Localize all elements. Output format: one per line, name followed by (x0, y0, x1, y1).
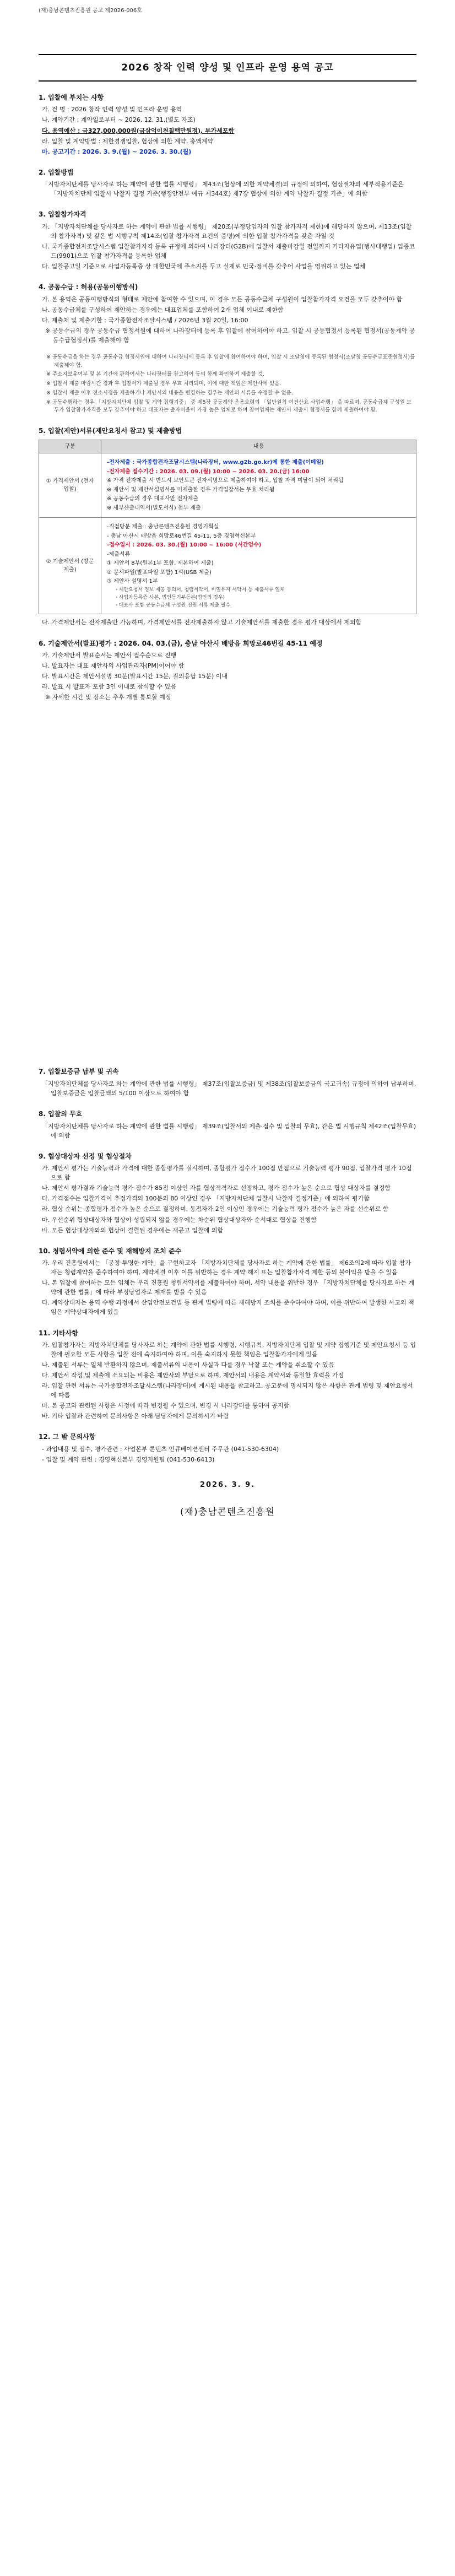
cell-line: -전자제출 접수기간 : 2026. 03. 09.(월) 10:00 ~ 2026. 03. 20.(금) 16:00 (107, 468, 310, 475)
section-bidding-items (39, 93, 416, 156)
section-title: 2. 입찰방법 (39, 168, 74, 176)
section-title: 12. 그 밖 문의사항 (39, 1433, 96, 1441)
table-header: 구분 (39, 440, 101, 453)
note: ※ 입찰서 제출 마감시간 경과 후 입찰서가 제출될 경우 무효 처리되며, 이에 대한 책임은 제안사에 있음. (46, 381, 281, 387)
table-row (39, 453, 416, 518)
section-submission (39, 426, 416, 627)
list-item: 다. 가격점수는 입찰가격이 추정가격의 100분의 80 이상인 경우 「지방자치단체 입찰시 낙찰자 결정기준」에 의하여 평가함 (42, 1195, 370, 1203)
notice-date: 2026. 3. 9. (199, 1481, 256, 1490)
list-item: 바. 모든 협상대상자와의 협상이 결렬된 경우에는 재공고 입찰에 의함 (42, 1226, 223, 1234)
list-item: 나. 발표자는 대표 제안사의 사업관리자(PM)이어야 함 (42, 662, 185, 670)
note: ※ 자세한 시간 및 장소는 추후 개별 통보할 예정 (45, 694, 171, 701)
cell-line: -제출서류 (107, 551, 131, 558)
list-item: 가. 기술제안서 발표순서는 제안서 접수순으로 진행 (42, 652, 177, 659)
cell-line: ※ 제안서 및 제안서설명서를 미제출한 경우 가격입찰서는 무효 처리됨 (107, 486, 275, 493)
list-item: 라. 협상 순위는 종합평가 점수가 높은 순으로 결정하며, 동점자가 2인 이상인 경우에는 기술능력 평가 점수가 높은 자를 선순위로 함 (42, 1205, 389, 1213)
section-title: 11. 기타사항 (39, 1329, 78, 1337)
paragraph: 「지방자치단체를 당사자로 하는 계약에 관한 법률 시행령」 제37조(입찰보증금) 및 제38조(입찰보증금의 국고귀속) 규정에 의하여 납부하며, 입찰보증금은 입찰금액의 5/100 이상으로 하여야 함 (42, 1080, 416, 1097)
contact-line: - 입찰 및 계약 관련 : 경영혁신본부 경영지원팀 (041-530-6413) (42, 1456, 215, 1464)
document-number: (재)충남콘텐츠진흥원 공고 제2026-006호 (39, 8, 142, 14)
notes-block (39, 354, 416, 415)
list-item: 마. 우선순위 협상대상자와 협상이 성립되지 않을 경우에는 차순위 협상대상자와 순서대로 협상을 진행함 (42, 1216, 317, 1224)
list-item: 나. 제안서 평가결과 기술능력 평가 점수가 85점 이상인 자를 협상적격자로 선정하고, 평가 점수가 높은 순으로 협상 대상자를 결정함 (42, 1184, 391, 1192)
list-item: 마. 공고기간 : 2026. 3. 9.(월) ~ 2026. 3. 30.(월) (42, 148, 192, 155)
cell-small-line: · 사업자등록증 사본, 법인등기부등본(법인의 경우) (116, 594, 225, 600)
note: ※ 입찰서 제출 이후 전소시정을 제출하거나 제안서의 내용을 변경하는 경우는 제안의 서류를 수정할 수 없음. (46, 389, 293, 396)
section-title: 5. 입찰(제안)서류(제안요청서 참고) 및 제출방법 (39, 427, 182, 435)
list-item: 바. 기타 입찰과 관련하여 문의사항은 아래 담당자에게 문의하시기 바람 (42, 1413, 229, 1420)
list-item: 라. 입찰 및 계약방법 : 제한경쟁입찰, 협상에 의한 계약, 총액계약 (42, 137, 214, 145)
list-item: 가. 「지방자치단체를 당사자로 하는 계약에 관한 법률 시행령」 제20조(부정당업자의 입찰 참가자격 제한)에 해당하지 않으며, 제13조(입찰의 참가자격) 및 같은 법 시행규칙 제14조(입찰 참가자격 요건의 증명)에 의한 입찰 참가자격을 갖춘 자일 것 (42, 223, 412, 240)
section-title: 8. 입찰의 무효 (39, 1110, 83, 1118)
table-cell-category: ② 기술제안서 (방문제출) (39, 518, 101, 614)
section-misc (39, 1328, 416, 1421)
section-qualification (39, 209, 416, 271)
section-title: 10. 청렴서약에 의한 준수 및 재해방지 조치 준수 (39, 1247, 182, 1255)
section-title: 7. 입찰보증금 납부 및 귀속 (39, 1068, 119, 1076)
list-item: 다. 제출처 및 제출기한 : 국가종합전자조달시스템 / 2026년 3월 20일, 16:00 (42, 316, 248, 324)
cell-line: ※ 공동수급의 경우 대표사만 전자제출 (107, 496, 198, 502)
cell-line: -직접방문 제출 : 충남콘텐츠진흥원 경영기획실 (107, 524, 219, 531)
cell-line: ※ 가격 전자제출 시 반드시 보안토큰 전자서명으로 제출하여야 하고, 입찰 자격 미달이 되어 처리됨 (107, 478, 344, 484)
list-item: 가. 입찰참가자는 지방자치단체를 당사자로 하는 계약에 관한 법률 시행령, 시행규칙, 지방자치단체 입찰 및 계약 집행기준 및 제안요청서 등 입찰에 필요한 모든 사항을 입찰 전에 숙지하여야 하며, 이를 숙지하지 못한 책임은 입찰참가자에게 있음 (42, 1341, 416, 1359)
cell-small-line: · 대표사 포함 공동수급체 구성원 전원 서류 제출 필수 (116, 602, 231, 608)
list-item: 나. 계약기간 : 계약일로부터 ~ 2026. 12. 31.(별도 자조) (42, 116, 196, 124)
note: ※ 공동수급의 경우 공동수급 협정서원에 대하여 나라장터에 등록 후 입찰에 참여하여야 하고, 입찰 시 공동협정서 등록된 협정서(공동계약 공동수급협정서)를 제출해야 함 (45, 327, 415, 344)
note: ※ 공동수급을 하는 경우 공동수급 협정서원에 대하여 나라장터에 등록 후 입찰에 참여하여야 하며, 입찰 시 조달청에 등록된 협정서(조달청 공동수급표준협정서)를 제출해야 함. (46, 354, 415, 369)
table-row (39, 518, 416, 614)
list-item: 가. 우리 진흥원에서는 「공정·투명한 계약」을 구현하고자 「지방자치단체를 당사자로 하는 계약에 관한 법률」 제6조의2에 따라 입찰 참가자는 청렴계약을 준수하여야 하며, 계약체결 이후 이를 위반하는 경우 계약 해지 또는 입찰참가자격 제한 등의 불이익을 받을 수 있음 (42, 1259, 411, 1276)
cell-line: -접수일시 : 2026. 03. 30.(월) 10:00 ~ 16:00 (시간엄수) (107, 542, 262, 549)
section-invalid-bids (39, 1109, 416, 1140)
list-item: 나. 본 입찰에 참여하는 모든 업체는 우리 진흥원 청렴서약서를 제출하여야 하며, 서약 내용을 위반한 경우 「지방자치단체를 당사자로 하는 계약에 관한 법률」에 따라 부정당업자로 제재를 받을 수 있음 (42, 1279, 414, 1296)
list-item: 라. 발표 시 발표자 포함 3인 이내로 참석할 수 있음 (42, 683, 176, 691)
issuing-organization: (재)충남콘텐츠진흥원 (180, 1507, 275, 1518)
section-joint-contract (39, 282, 416, 345)
cell-line: ③ 제안사 설명서 1부 (107, 578, 158, 585)
list-item: 라. 입찰 관련 서류는 국가종합전자조달시스템(나라장터)에 게시된 내용을 참고하고, 공고문에 명시되지 않은 사항은 관계 법령 및 제안요청서에 따름 (42, 1382, 413, 1399)
page-break-space (39, 703, 416, 1056)
cell-small-line: · 제안요청서 정보 제공 동의서, 청렴서약서, 비밀유지 서약서 등 제출서류 일체 (116, 587, 285, 593)
list-item: 가. 건 명 : 2026 창작 인력 양성 및 인프라 운영 용역 (42, 106, 182, 113)
page-title: 2026 창작 인력 양성 및 인프라 운영 용역 공고 (39, 54, 416, 82)
paragraph: 다. 가격제안서는 전자제출만 가능하며, 가격제안서를 전자제출하지 않고 기술제안서를 제출한 경우 평가 대상에서 제외함 (42, 619, 362, 626)
submission-table (39, 440, 416, 615)
section-title: 6. 기술제안서(발표)평가 : 2026. 04. 03.(금), 충남 아산시 배방읍 희망로46번길 45-11 예정 (39, 639, 323, 647)
list-item: 나. 공동수급체를 구성하여 제안하는 경우에는 대표업체를 포함하여 2개 업체 이내로 제한함 (42, 306, 284, 313)
signature-block (39, 1480, 416, 1519)
note: ※ 주소지보유여부 및 본 기간에 관하여서는 나라장터를 참고하여 동의 함께 확인하여 제출할 것. (46, 371, 264, 378)
paragraph: 「지방자치단체를 당사자로 하는 계약에 관한 법률 시행령」 제43조(협상에 의한 계약체결)의 규정에 의하여, 협상절차의 세부적용기준은 「지방자치단체 입찰시 낙찰자 결정 기준(행정안전부 예규 제344호) 제7장 협상에 의한 계약 낙찰자 결정 기준」에 의함 (42, 181, 404, 198)
list-item: 다. 용역예산 : 금327,000,000원(금삼억이천칠백만원정), 부가세포함 (42, 127, 235, 134)
list-item: 나. 제출된 서류는 일체 반환하지 않으며, 제출서류의 내용이 사실과 다를 경우 낙찰 또는 계약을 취소할 수 있음 (42, 1361, 334, 1369)
section-deposit (39, 1067, 416, 1098)
list-item: 다. 계약상대자는 용역 수행 과정에서 산업안전보건법 등 관계 법령에 따른 재해방지 조치를 준수하여야 하며, 이를 위반하여 발생한 사고의 책임은 계약상대자에게 있음 (42, 1299, 414, 1316)
table-cell-content (101, 453, 416, 518)
cell-line: ※ 세부산출내역서(별도서식) 첨부 제출 (107, 505, 201, 511)
list-item: 다. 입찰공고일 기준으로 사업자등록증 상 대한민국에 주소지를 두고 실제로 민국·정비를 갖추어 사업을 영위하고 있는 업체 (42, 263, 366, 270)
section-title: 9. 협상대상자 선정 및 협상절차 (39, 1152, 132, 1160)
table-cell-category: ① 가격제안서 (전자입찰) (39, 453, 101, 518)
section-negotiation (39, 1151, 416, 1235)
section-evaluation (39, 638, 416, 702)
list-item: 다. 제안서 작성 및 제출에 소요되는 비용은 제안사의 부담으로 하며, 제안서의 내용은 계약서와 동일한 효력을 가짐 (42, 1372, 344, 1379)
note: ※ 공동수행하는 경우 「지방자치단체 입찰 및 계약 집행기준」 중 제5장 공동계약 운용요령의 「일반원칙 여건산요 사업수행」 을 따르며, 공동수급체 구성원 모두가 입찰참가자격을 모두 갖추어야 하고 대표자는 출자비율이 가장 높은 업체로 하며 참여업체는 제안서 제출시 협정서를 함께 제출하여야 함. (46, 399, 412, 414)
table-header: 내용 (101, 440, 416, 453)
cell-line: ② 문서파일(발표파일 포함) 1식(USB 제출) (107, 569, 212, 576)
section-title: 4. 공동수급 : 허용(공동이행방식) (39, 283, 138, 291)
cell-line: -전자제출 : 국가종합전자조달시스템(나라장터, www.g2b.go.kr)에 통한 제출(이메일) (107, 459, 324, 466)
list-item: 가. 제안서 평가는 기술능력과 가격에 대한 종합평가를 실시하며, 종합평가 점수가 100점 만점으로 기술능력 평가 90점, 입찰가격 평가 10점으로 함 (42, 1165, 412, 1182)
section-integrity (39, 1246, 416, 1317)
section-bidding-method (39, 167, 416, 199)
section-contact (39, 1432, 416, 1464)
table-cell-content (101, 518, 416, 614)
list-item: 가. 본 용역은 공동이행방식의 형태로 제안에 참여할 수 있으며, 이 경우 모든 공동수급체 구성원이 입찰참가자격 요건을 모두 갖추어야 함 (42, 295, 403, 303)
list-item: 다. 발표시간은 제안서설명 30분(발표시간 15분, 질의응답 15분) 이내 (42, 673, 228, 680)
list-item: 나. 국가종합전자조달시스템 입찰참가자격 등록 규정에 의하여 나라장터(G2B)에 입찰서 제출마감일 전일까지 기타자유업(행사대행업) 업종코드(9901)으로 입찰 참가자격을 등록한 업체 (42, 243, 415, 260)
list-item: 마. 본 공고와 관련된 사항은 사정에 따라 변경될 수 있으며, 변경 시 나라장터를 통하여 공지함 (42, 1402, 290, 1410)
section-title: 1. 입찰에 부치는 사항 (39, 93, 104, 101)
cell-line: - 충남 아산시 배방읍 희망로46번길 45-11, 5층 경영혁신본부 (107, 533, 256, 539)
cell-line: ① 제안서 8부(원본1부 포함, 제본하여 제출) (107, 560, 214, 567)
section-title: 3. 입찰참가자격 (39, 210, 86, 219)
contact-line: - 과업내용 및 접수, 평가관련 : 사업본부 콘텐츠 인큐베이션센터 주무관 (041-530-6304) (42, 1446, 279, 1453)
paragraph: 「지방자치단체를 당사자로 하는 계약에 관한 법률 시행령」 제39조(입찰서의 제출·접수 및 입찰의 무효), 같은 법 시행규칙 제42조(입찰무효)에 의함 (42, 1122, 416, 1139)
